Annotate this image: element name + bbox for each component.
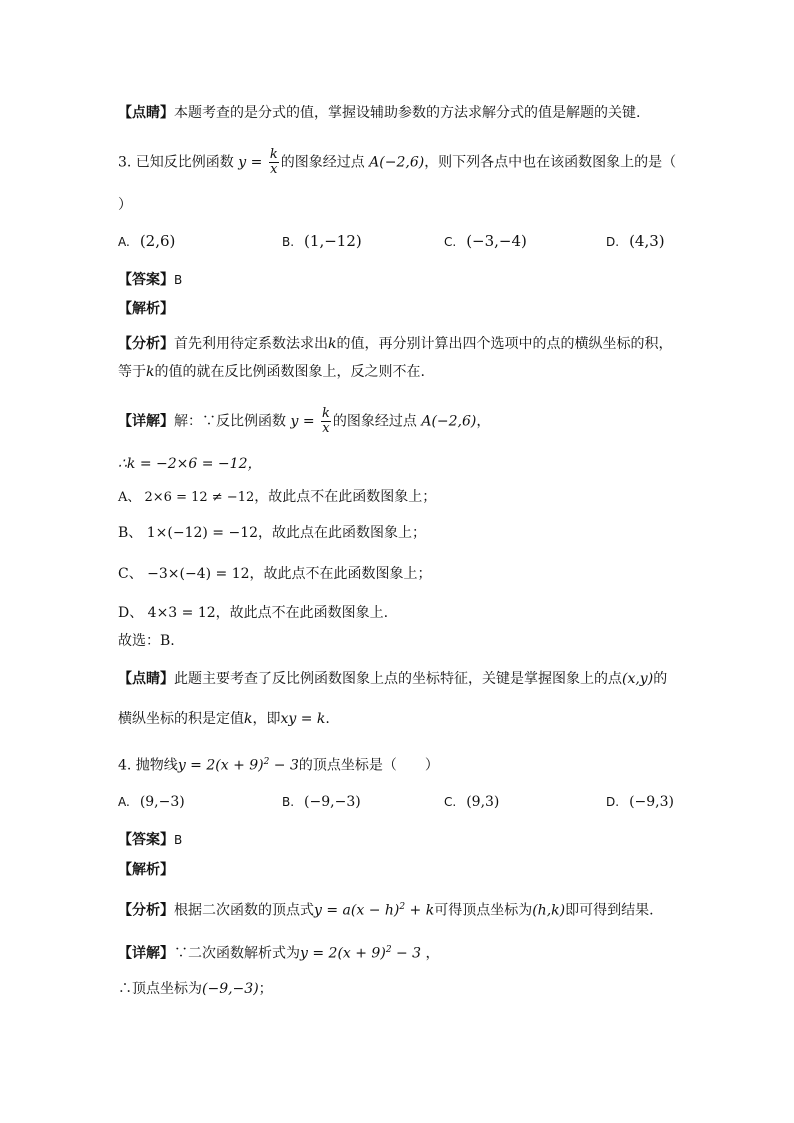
- q3-analysis-tag: 【解析】: [118, 301, 174, 317]
- q4-stem: 4. 抛物线$y = 2(x + 9)^2 - 3$的顶点坐标是（ ）: [118, 757, 439, 774]
- q3-stem-close: ）: [118, 197, 132, 213]
- q4-vertex: ∴顶点坐标为(−9,−3)；: [118, 981, 273, 997]
- q4-analysis-tag: 【解析】: [118, 862, 174, 878]
- q4-detail: 【详解】∵二次函数解析式为$y = 2(x + 9)^2 - 3$ ，: [118, 945, 440, 962]
- q3-option-d: D. (4,3): [606, 232, 665, 250]
- q3-option-b: B. (1,−12): [282, 232, 362, 250]
- q2-remark-tag: 【点睛】: [118, 105, 174, 121]
- q3-choose: 故选：B.: [118, 633, 175, 649]
- q3-stem-text: 3. 已知反比例函数: [118, 154, 234, 171]
- q4-option-d: D. (−9,3): [606, 794, 674, 810]
- q3-equation: y =: [238, 154, 263, 171]
- q4-option-a: A. (9,−3): [118, 794, 185, 810]
- q3-fenxi-2: 等于k的值的就在反比例函数图象上，反之则不在.: [118, 364, 425, 380]
- q2-remark: [118, 103, 640, 123]
- q3-point: A(−2,6): [369, 154, 425, 171]
- q3-check-d: D、 4×3 = 12，故此点不在此函数图象上.: [118, 605, 389, 621]
- q3-remark-1: 【点睛】此题主要考查了反比例函数图象上点的坐标特征，关键是掌握图象上的点(x,y)的: [118, 671, 668, 687]
- q3-stem: 3. 已知反比例函数 y = $\frac{k}{x}$ 的图象经过点 A(−2,6)，则下列各点中也在该函数图象上的是（: [118, 147, 677, 177]
- q3-option-c: C. (−3,−4): [444, 232, 527, 250]
- q3-check-a: A、 2×6 = 12 ≠ −12，故此点不在此函数图象上；: [118, 489, 437, 505]
- q3-answer: 【答案】B: [118, 272, 183, 288]
- q3-remark-2: 横纵坐标的积是定值k，即xy = k.: [118, 711, 330, 727]
- q3-fenxi-1: 【分析】首先利用待定系数法求出k的值，再分别计算出四个选项中的点的横纵坐标的积，: [118, 336, 673, 352]
- q3-check-b: B、 1×(−12) = −12，故此点在此函数图象上；: [118, 525, 427, 541]
- q3-detail-fraction: $\frac{k}{x}$: [322, 406, 330, 436]
- q4-option-c: C. (9,3): [444, 794, 500, 810]
- q3-check-c: C、 −3×(−4) = 12，故此点不在此函数图象上；: [118, 566, 432, 582]
- q4-answer: 【答案】B: [118, 832, 183, 848]
- q3-k-line: ∴k = −2×6 = −12，: [118, 456, 262, 472]
- q3-option-a: A. (2,6): [118, 232, 176, 250]
- q4-fenxi: 【分析】根据二次函数的顶点式$y = a(x - h)^2 + k$可得顶点坐标为(h,k)即可得到结果.: [118, 902, 654, 919]
- q3-fraction: $\frac{k}{x}$: [269, 147, 278, 177]
- q4-option-b: B. (−9,−3): [282, 794, 361, 810]
- q2-remark-text: 本题考查的是分式的值，掌握设辅助参数的方法求解分式的值是解题的关键.: [174, 105, 641, 121]
- q3-detail: 【详解】解：∵反比例函数 y = $\frac{k}{x}$ 的图象经过点 A(−2,6)，: [118, 406, 491, 436]
